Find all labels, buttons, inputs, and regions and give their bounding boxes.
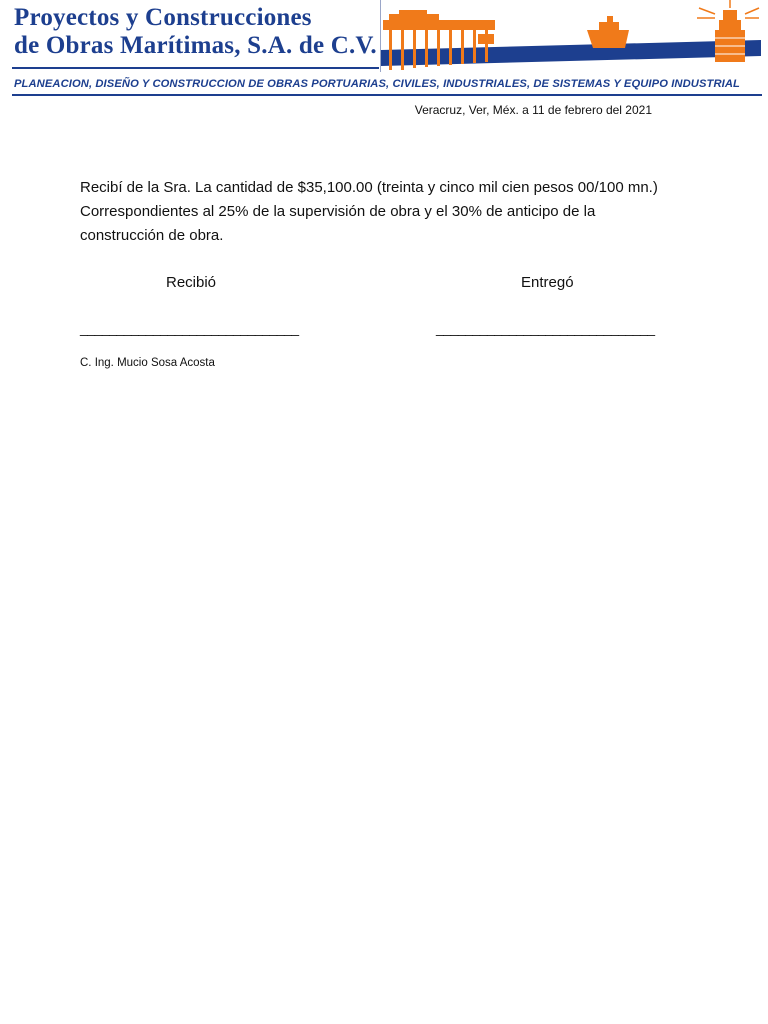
port-logo-icon: [381, 0, 761, 80]
company-name-line1: Proyectos y Construcciones: [14, 4, 312, 31]
header-rule: [12, 67, 379, 69]
tagline-rule: [12, 94, 762, 96]
delivered-label: Entregó: [521, 274, 574, 291]
place-date: Veracruz, Ver, Méx. a 11 de febrero del 2021: [414, 103, 652, 117]
company-name-line2: de Obras Marítimas, S.A. de C.V.: [14, 32, 377, 59]
signature-line-delivered: ______________________________: [436, 320, 655, 336]
received-label: Recibió: [166, 274, 217, 291]
company-tagline: PLANEACION, DISEÑO Y CONSTRUCCION DE OBRAS PORTUARIAS, CIVILES, INDUSTRIALES, DE SISTEMAS Y EQUIPO INDUSTRIAL: [14, 78, 740, 90]
signer-name: C. Ing. Mucio Sosa Acosta: [80, 357, 215, 369]
letterhead: [0, 0, 768, 100]
signature-line-received: ______________________________: [80, 320, 299, 336]
receipt-body: Recibí de la Sra. La cantidad de $35,100.00 (treinta y cinco mil cien pesos 00/100 mn.) Correspondientes al 25% de la supervisión de obra y el 30% de anticipo de la construcción de obra.: [80, 179, 658, 244]
